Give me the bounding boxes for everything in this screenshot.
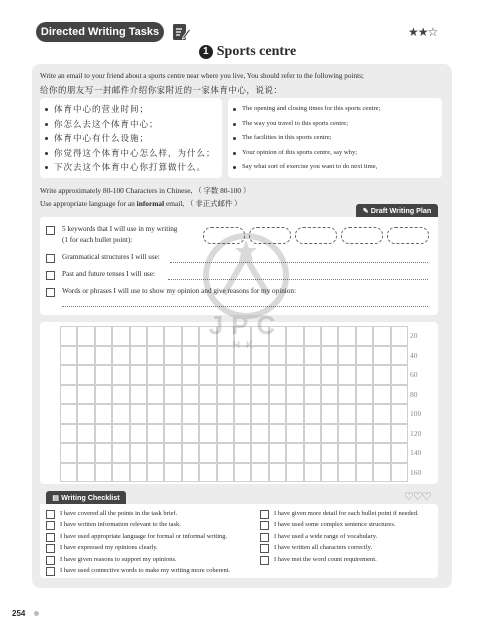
grid-cell[interactable] — [321, 463, 338, 483]
grid-cell[interactable] — [60, 326, 77, 346]
checklist-item: I have used a wide range of vocabulary. — [274, 532, 378, 540]
pencil-edit-icon — [171, 22, 191, 42]
grid-cell[interactable] — [234, 463, 251, 483]
grid-cell[interactable] — [321, 424, 338, 444]
grid-cell[interactable] — [112, 346, 129, 366]
grid-count-label: 80 — [410, 389, 418, 399]
plan-checkbox-grammar[interactable] — [46, 254, 55, 263]
checklist-checkbox[interactable] — [46, 544, 55, 553]
grid-cell[interactable] — [164, 404, 181, 424]
grid-cell[interactable] — [60, 365, 77, 385]
grid-cell[interactable] — [77, 365, 94, 385]
grid-cell[interactable] — [77, 404, 94, 424]
grid-cell[interactable] — [130, 443, 147, 463]
grid-cell[interactable] — [321, 365, 338, 385]
difficulty-stars: ★★☆ — [408, 25, 438, 39]
grid-cell[interactable] — [182, 463, 199, 483]
checklist-checkbox[interactable] — [46, 521, 55, 530]
bullet-box-zh — [40, 98, 222, 178]
plan-item-tenses: Past and future tenses I will use: — [62, 270, 156, 278]
grid-cell[interactable] — [147, 326, 164, 346]
grid-cell[interactable] — [182, 424, 199, 444]
grid-cell[interactable] — [164, 463, 181, 483]
instruction-zh: 给你的朋友写一封邮件介绍你家附近的一家体育中心，说说： — [40, 86, 283, 95]
task-number: 1 — [199, 45, 213, 59]
checklist-item: I have met the word count requirement. — [274, 555, 377, 563]
grid-cell[interactable] — [60, 463, 77, 483]
grid-cell[interactable] — [130, 385, 147, 405]
grid-cell[interactable] — [199, 404, 216, 424]
grid-cell[interactable] — [373, 404, 390, 424]
watermark-subtext: HK — [232, 340, 260, 350]
grid-cell[interactable] — [269, 365, 286, 385]
grid-cell[interactable] — [251, 385, 268, 405]
grid-cell[interactable] — [77, 385, 94, 405]
section-tag: Directed Writing Tasks — [36, 22, 164, 42]
grid-cell[interactable] — [217, 443, 234, 463]
grid-cell[interactable] — [304, 404, 321, 424]
task-title-text: Sports centre — [216, 44, 297, 59]
plan-checkbox-opinion[interactable] — [46, 288, 55, 297]
checklist-checkbox[interactable] — [46, 533, 55, 542]
checklist-item: I have used appropriate language for formal or informal writing. — [60, 532, 228, 540]
grid-cell[interactable] — [217, 463, 234, 483]
grid-cell[interactable] — [356, 463, 373, 483]
grid-cell[interactable] — [182, 385, 199, 405]
grid-cell[interactable] — [164, 424, 181, 444]
bullet-en-item: The way you travel to this sports centre; — [242, 117, 442, 132]
rating-hearts: ♡♡♡ — [404, 490, 431, 503]
grid-cell[interactable] — [269, 463, 286, 483]
grid-cell[interactable] — [304, 443, 321, 463]
grid-cell[interactable] — [95, 424, 112, 444]
grid-cell[interactable] — [147, 385, 164, 405]
grid-cell[interactable] — [356, 404, 373, 424]
grid-cell[interactable] — [130, 346, 147, 366]
grid-cell[interactable] — [164, 346, 181, 366]
grid-cell[interactable] — [391, 463, 408, 483]
plan-item-keywords: 5 keywords that I will use in my writing (1 for each bullet point): — [62, 225, 178, 244]
grid-cell[interactable] — [373, 443, 390, 463]
grid-count-label: 120 — [410, 428, 422, 438]
grid-cell[interactable] — [373, 346, 390, 366]
grid-cell[interactable] — [182, 443, 199, 463]
grid-cell[interactable] — [304, 463, 321, 483]
checklist-checkbox[interactable] — [46, 567, 55, 576]
grid-cell[interactable] — [269, 424, 286, 444]
grid-cell[interactable] — [164, 326, 181, 346]
writing-checklist-tab: ▤ Writing Checklist — [46, 491, 126, 504]
grid-cell[interactable] — [321, 385, 338, 405]
grid-cell[interactable] — [164, 443, 181, 463]
grid-cell[interactable] — [373, 463, 390, 483]
grid-cell[interactable] — [321, 346, 338, 366]
plan-checkbox-tenses[interactable] — [46, 271, 55, 280]
grid-cell[interactable] — [147, 463, 164, 483]
grid-count-label: 160 — [410, 467, 422, 477]
grid-cell[interactable] — [130, 424, 147, 444]
checklist-checkbox[interactable] — [260, 521, 269, 530]
grid-cell[interactable] — [269, 385, 286, 405]
grid-cell[interactable] — [95, 463, 112, 483]
grid-cell[interactable] — [60, 346, 77, 366]
register-note: Use appropriate language for an informal email, （ 非正式邮件 ） — [40, 199, 242, 208]
grid-count-label: 140 — [410, 448, 422, 457]
grid-cell[interactable] — [130, 365, 147, 385]
grid-cell[interactable] — [269, 404, 286, 424]
grid-cell[interactable] — [164, 385, 181, 405]
grid-cell[interactable] — [338, 346, 355, 366]
grid-cell[interactable] — [338, 385, 355, 405]
grid-cell[interactable] — [321, 326, 338, 346]
checklist-item: I have expressed my opinions clearly. — [60, 544, 158, 552]
grid-cell[interactable] — [95, 443, 112, 463]
grid-cell[interactable] — [286, 385, 303, 405]
grid-cell[interactable] — [321, 404, 338, 424]
instruction-en: Write an email to your friend about a sports centre near where you live, You should refer to the following points; — [40, 72, 364, 80]
grid-cell[interactable] — [112, 424, 129, 444]
grid-cell[interactable] — [217, 404, 234, 424]
page-number: 254 — [12, 609, 26, 618]
grid-cell[interactable] — [130, 326, 147, 346]
checklist-item: I have used some complex sentence structures. — [274, 521, 396, 529]
grid-count-label: 100 — [410, 409, 422, 418]
grid-cell[interactable] — [304, 424, 321, 444]
grid-cell[interactable] — [251, 443, 268, 463]
grid-cell[interactable] — [77, 424, 94, 444]
grid-cell[interactable] — [199, 385, 216, 405]
grid-cell[interactable] — [391, 424, 408, 444]
grid-cell[interactable] — [77, 443, 94, 463]
checklist-checkbox[interactable] — [260, 556, 269, 565]
grid-count-label: 60 — [410, 370, 418, 379]
checklist-checkbox[interactable] — [260, 544, 269, 553]
grid-cell[interactable] — [234, 443, 251, 463]
checklist-item: I have covered all the points in the task brief. — [60, 510, 178, 517]
checklist-checkbox[interactable] — [46, 510, 55, 519]
checklist-item: I have given more detail for each bullet point if needed. — [274, 510, 419, 517]
grid-cell[interactable] — [112, 443, 129, 463]
grid-cell[interactable] — [356, 326, 373, 346]
grid-cell[interactable] — [60, 404, 77, 424]
bullet-zh-item: 体育中心的营业时间； — [54, 102, 222, 117]
grid-cell[interactable] — [77, 463, 94, 483]
grid-cell[interactable] — [234, 365, 251, 385]
grid-cell[interactable] — [304, 326, 321, 346]
grid-cell[interactable] — [338, 404, 355, 424]
grid-cell[interactable] — [199, 463, 216, 483]
grid-cell[interactable] — [199, 424, 216, 444]
grid-cell[interactable] — [147, 404, 164, 424]
bullet-en-item: Say what sort of exercise you want to do next time, — [242, 160, 442, 175]
grid-count-label: 20 — [410, 331, 418, 340]
grid-cell[interactable] — [234, 404, 251, 424]
draft-plan-tab: ✎ Draft Writing Plan — [356, 204, 438, 217]
bullet-zh-item: 你觉得这个体育中心怎么样，为什么； — [54, 146, 222, 161]
grid-cell[interactable] — [77, 346, 94, 366]
grid-cell[interactable] — [95, 404, 112, 424]
checklist-checkbox[interactable] — [46, 556, 55, 565]
grid-cell[interactable] — [286, 463, 303, 483]
grid-cell[interactable] — [95, 326, 112, 346]
grid-cell[interactable] — [60, 424, 77, 444]
grid-cell[interactable] — [304, 346, 321, 366]
word-count-note: Write approximately 80-100 Characters in Chinese, （ 字数 80-100 ） — [40, 186, 251, 195]
bullet-en-item: The opening and closing times for this sports centre; — [242, 102, 442, 117]
grid-cell[interactable] — [391, 443, 408, 463]
grid-cell[interactable] — [112, 326, 129, 346]
grid-cell[interactable] — [391, 346, 408, 366]
grid-cell[interactable] — [356, 346, 373, 366]
plan-item-grammar: Grammatical structures I will use: — [62, 253, 160, 261]
grid-cell[interactable] — [130, 404, 147, 424]
grid-cell[interactable] — [217, 385, 234, 405]
jpc-watermark-logo — [186, 230, 306, 350]
grid-cell[interactable] — [286, 424, 303, 444]
watermark-text: JPC — [208, 310, 284, 340]
grid-cell[interactable] — [112, 365, 129, 385]
grid-cell[interactable] — [373, 424, 390, 444]
grid-cell[interactable] — [356, 365, 373, 385]
grid-cell[interactable] — [60, 385, 77, 405]
grid-cell[interactable] — [164, 365, 181, 385]
grid-cell[interactable] — [182, 365, 199, 385]
grid-cell[interactable] — [391, 385, 408, 405]
bullet-zh-item: 下次去这个体育中心你打算做什么。 — [54, 160, 222, 175]
page-dot — [34, 611, 39, 616]
clipboard-icon: ▤ — [52, 493, 62, 502]
grid-cell[interactable] — [286, 404, 303, 424]
grid-cell[interactable] — [112, 463, 129, 483]
bullet-en-item: The facilities in this sports centre; — [242, 131, 442, 146]
grid-cell[interactable] — [373, 385, 390, 405]
grid-cell[interactable] — [304, 365, 321, 385]
grid-cell[interactable] — [338, 365, 355, 385]
grid-cell[interactable] — [338, 443, 355, 463]
keyword-slot-5[interactable] — [387, 227, 429, 244]
grid-cell[interactable] — [95, 346, 112, 366]
grid-cell[interactable] — [251, 404, 268, 424]
checklist-item: I have used connective words to make my writing more coherent. — [60, 567, 231, 574]
grid-cell[interactable] — [338, 463, 355, 483]
task-title — [0, 44, 495, 60]
pencil-icon: ✎ — [362, 206, 371, 215]
grid-cell[interactable] — [130, 463, 147, 483]
grid-cell[interactable] — [391, 365, 408, 385]
grid-cell[interactable] — [217, 424, 234, 444]
grid-cell[interactable] — [269, 443, 286, 463]
grid-cell[interactable] — [77, 326, 94, 346]
checklist-checkbox[interactable] — [260, 510, 269, 519]
grid-cell[interactable] — [234, 385, 251, 405]
grid-cell[interactable] — [234, 424, 251, 444]
grid-cell[interactable] — [286, 443, 303, 463]
grid-cell[interactable] — [199, 443, 216, 463]
bullet-box-en — [228, 98, 442, 178]
grid-cell[interactable] — [391, 326, 408, 346]
grid-cell[interactable] — [356, 443, 373, 463]
grid-cell[interactable] — [95, 385, 112, 405]
grid-cell[interactable] — [147, 346, 164, 366]
checklist-item: I have written information relevant to the task. — [60, 521, 181, 529]
grid-cell[interactable] — [147, 443, 164, 463]
grid-cell[interactable] — [112, 385, 129, 405]
grid-cell[interactable] — [321, 443, 338, 463]
grid-cell[interactable] — [373, 326, 390, 346]
grid-cell[interactable] — [95, 365, 112, 385]
grid-cell[interactable] — [251, 463, 268, 483]
checklist-item: I have given reasons to support my opinions. — [60, 555, 177, 563]
grid-cell[interactable] — [391, 404, 408, 424]
grid-cell[interactable] — [182, 404, 199, 424]
grid-cell[interactable] — [251, 365, 268, 385]
bullet-zh-item: 体育中心有什么设施； — [54, 131, 222, 146]
grid-cell[interactable] — [217, 365, 234, 385]
keyword-slot-4[interactable] — [341, 227, 383, 244]
grid-cell[interactable] — [60, 443, 77, 463]
checklist-checkbox[interactable] — [260, 533, 269, 542]
grid-cell[interactable] — [112, 404, 129, 424]
bullet-en-item: Your opinion of this sports centre, say why; — [242, 146, 442, 161]
grid-cell[interactable] — [373, 365, 390, 385]
grid-cell[interactable] — [286, 365, 303, 385]
grid-cell[interactable] — [304, 385, 321, 405]
grid-count-label: 40 — [410, 350, 418, 360]
grid-cell[interactable] — [356, 385, 373, 405]
plan-item-opinion: Words or phrases I will use to show my opinion and give reasons for my opinion: — [62, 287, 296, 295]
checklist-item: I have written all characters correctly. — [274, 544, 373, 552]
plan-checkbox-keywords[interactable] — [46, 226, 55, 235]
bullet-zh-item: 你怎么去这个体育中心； — [54, 117, 222, 132]
grid-cell[interactable] — [147, 365, 164, 385]
grid-cell[interactable] — [338, 326, 355, 346]
grid-cell[interactable] — [147, 424, 164, 444]
grid-cell[interactable] — [199, 365, 216, 385]
grid-cell[interactable] — [251, 424, 268, 444]
grid-cell[interactable] — [356, 424, 373, 444]
grid-cell[interactable] — [338, 424, 355, 444]
